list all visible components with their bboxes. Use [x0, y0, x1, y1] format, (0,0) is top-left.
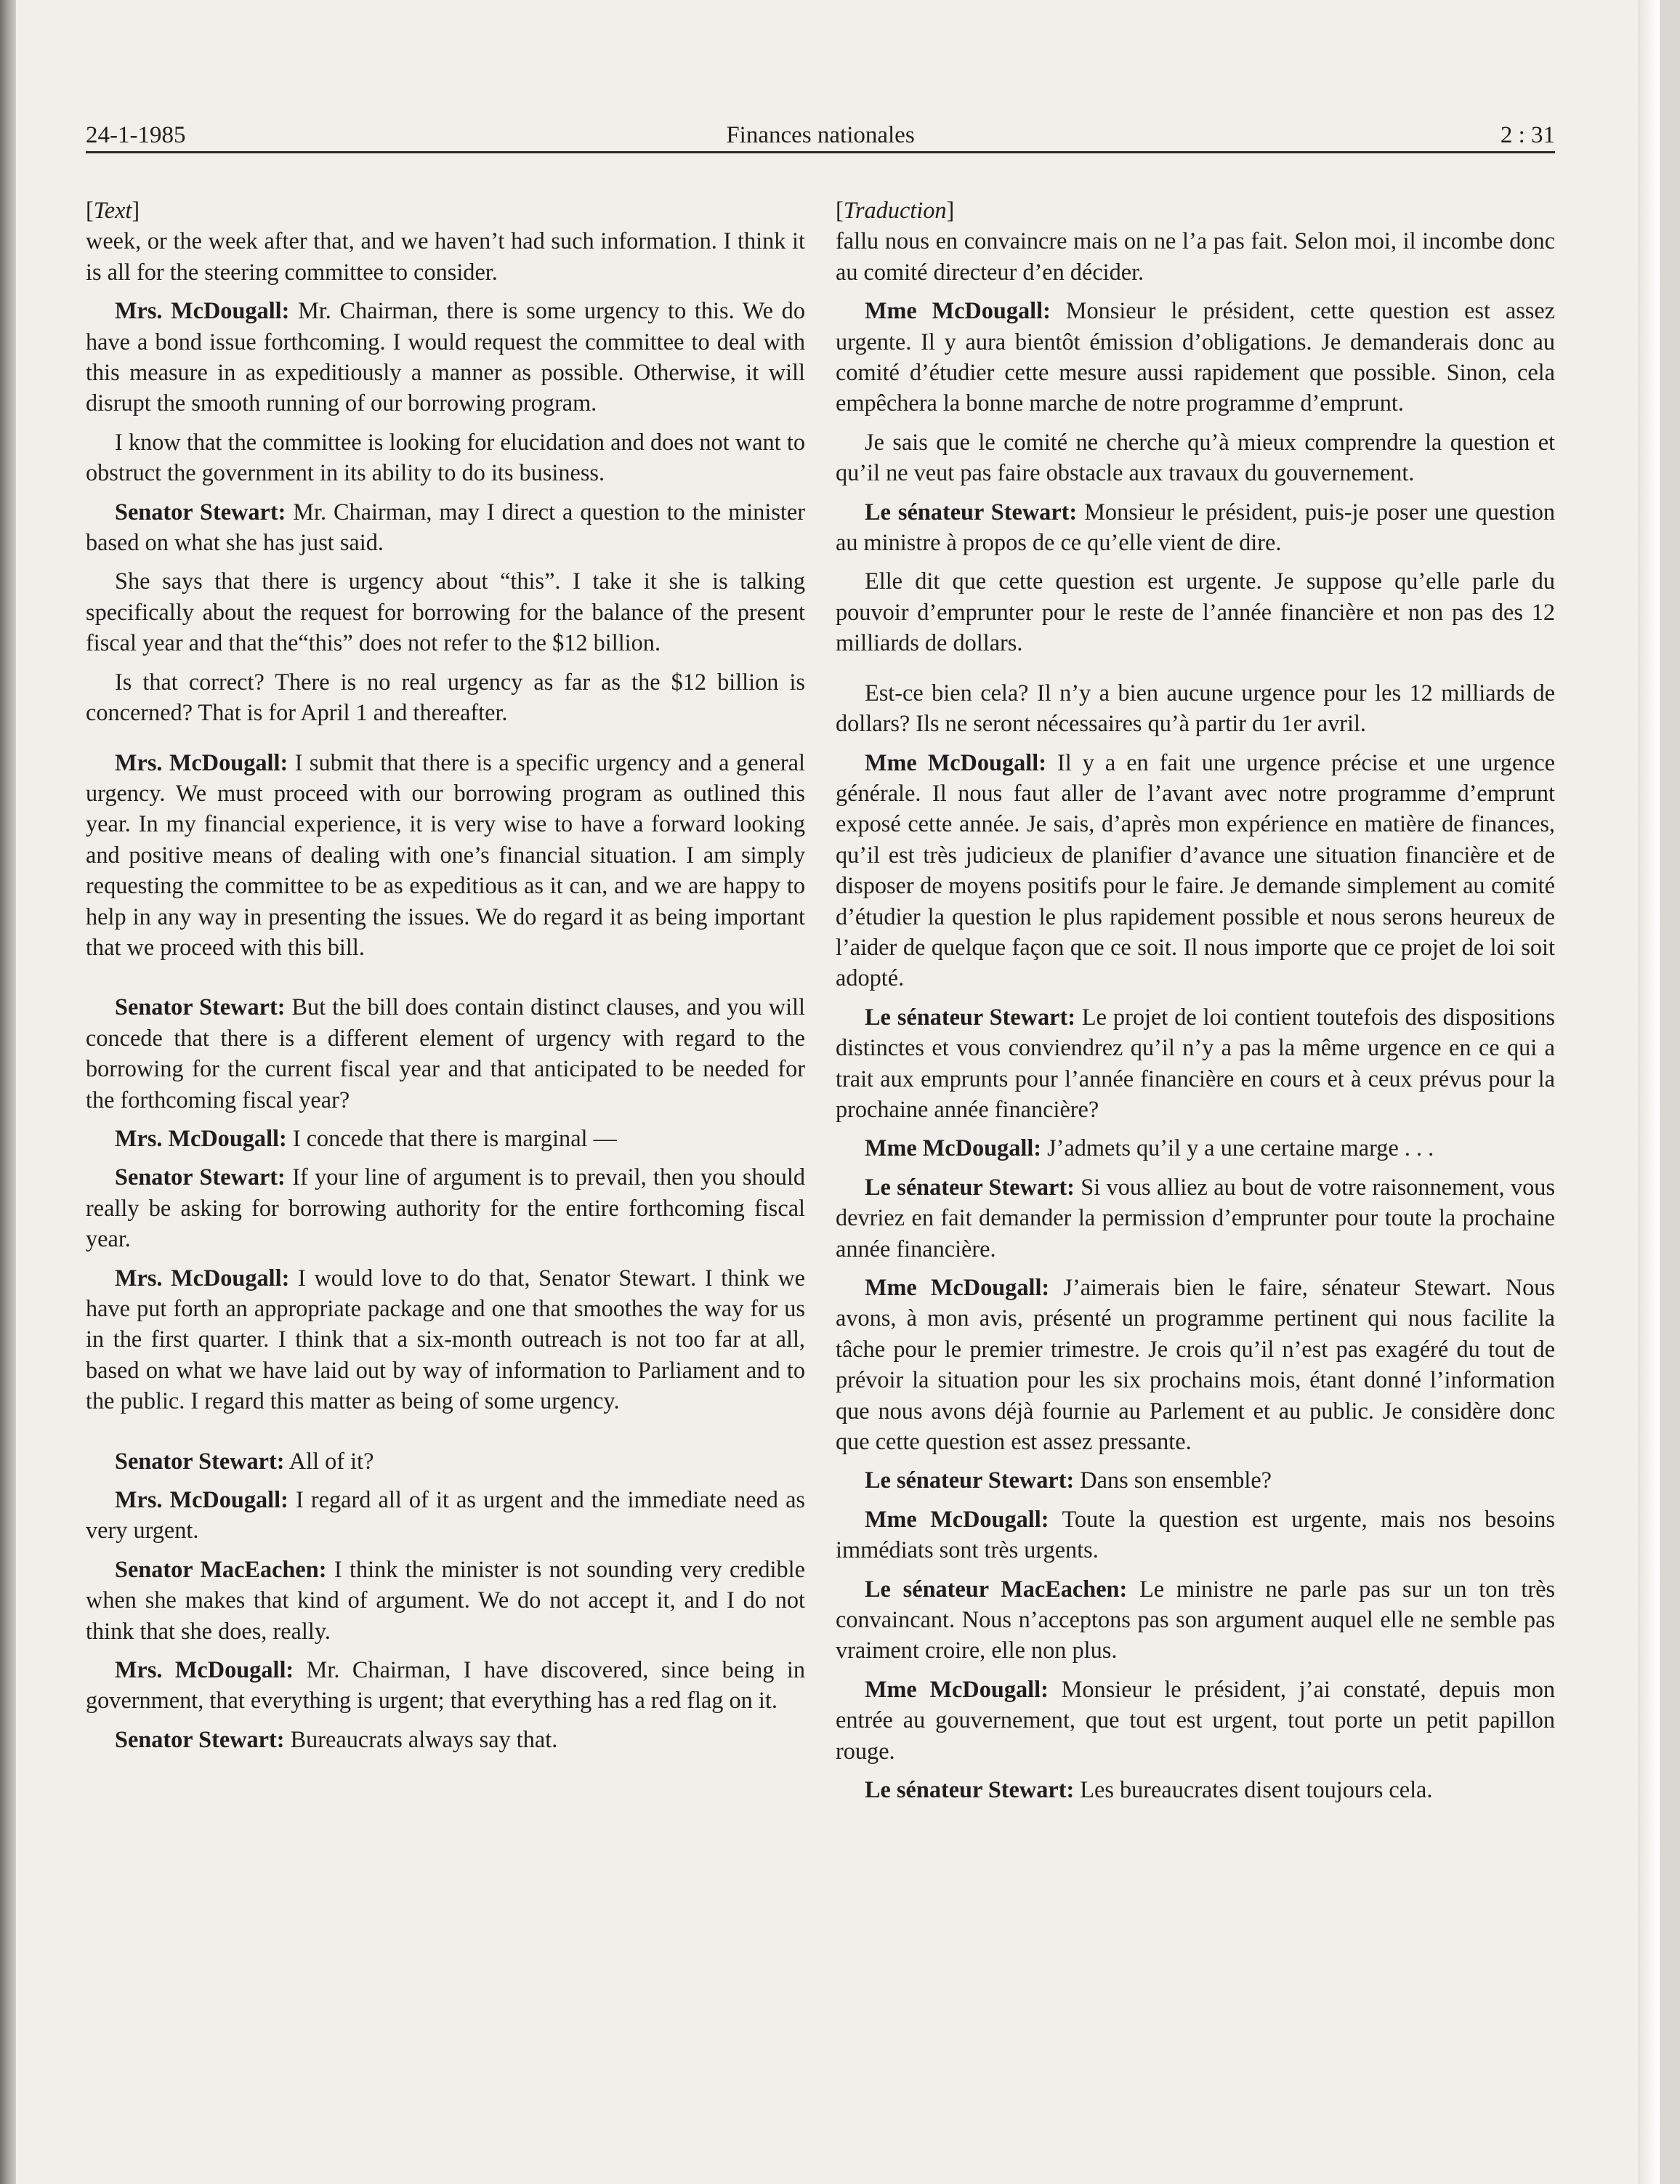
paragraph: Mme McDougall: J’aimerais bien le faire, sénateur Stewart. Nous avons, à mon avis, présenté un programme pertinent qui nous facilite la tâche pour le premier trimestre. Je crois qu’il n’est pas exagéré du tout de prévoir la situation pour les six prochains mois, étant donné l’information que nous avons déjà fournie au Parlement et au public. Je considère donc que cette question est assez pressante. [836, 1274, 1556, 1455]
paragraph: Mrs. McDougall: I regard all of it as urgent and the immediate need as very urgent. [86, 1486, 805, 1544]
paragraph: Mrs. McDougall: Mr. Chairman, there is some urgency to this. We do have a bond issue forthcoming. I would request the committee to deal with this measure in as expeditiously a manner as possible. Otherwise, it will disrupt the smooth running of our borrowing program. [86, 297, 805, 416]
speaker-name: Le sénateur Stewart: [865, 1467, 1075, 1494]
paragraph: Senator Stewart: If your line of argument is to prevail, then you should really be asking for borrowing authority for the entire forthcoming fiscal year. [86, 1164, 805, 1252]
paragraph: Senator Stewart: Mr. Chairman, may I direct a question to the minister based on what she has just said. [86, 498, 805, 556]
paragraph: Le sénateur Stewart: Si vous alliez au bout de votre raisonnement, vous devriez en fait demander la permission d’emprunter pour toute la prochaine année financière. [836, 1173, 1555, 1262]
paragraph: Mme McDougall: Il y a en fait une urgence précise et une urgence générale. Il nous faut aller de l’avant avec notre programme d’emprunt exposé cette année. Je sais, d’après mon expérience en matière de finances, qu’il est très judicieux de planifier d’avance une situation financière et de disposer de moyens positifs pour le faire. Je demande simplement au comité d’étudier la question le plus rapidement possible et nous serons heureux de l’aider de quelque façon que ce soit. Il nous importe que ce projet de loi soit adopté. [836, 749, 1556, 991]
paragraph: Mrs. McDougall: I would love to do that, Senator Stewart. I think we have put forth an appropriate package and one that smoothes the way for us in the first quarter. I think that a six-month outreach is not too far at all, based on what we have laid out by way of information to Parliament and to the public. I regard this matter as being of some urgency. [86, 1264, 805, 1414]
speaker-name: Senator Stewart: [115, 1164, 286, 1190]
header-page-number: 2 : 31 [1500, 122, 1555, 148]
speaker-name: Mrs. McDougall: [115, 1486, 288, 1513]
header-date: 24-1-1985 [86, 122, 186, 148]
speaker-name: Le sénateur Stewart: [865, 1173, 1075, 1200]
paragraph: Mme McDougall: Monsieur le président, j’ai constaté, depuis mon entrée au gouvernement, que tout est urgent, tout porte un petit papillon rouge. [836, 1675, 1556, 1764]
page-edge [1639, 0, 1660, 2184]
paragraph: Le sénateur Stewart: Les bureaucrates disent toujours cela. [865, 1776, 1433, 1803]
speaker-name: Senator Stewart: [115, 1725, 285, 1752]
book-binding-shadow [0, 0, 16, 2184]
speaker-name: Le sénateur Stewart: [865, 1776, 1075, 1803]
paragraph: Est-ce bien cela? Il n’y a bien aucune urgence pour les 12 milliards de dollars? Ils ne seront nécessaires qu’à partir du 1er avril. [836, 679, 1555, 737]
speaker-name: Senator Stewart: [115, 994, 286, 1020]
paragraph: Mme McDougall: Toute la question est urgente, mais nos besoins immédiats sont très urgents. [836, 1505, 1556, 1563]
speaker-name: Le sénateur Stewart: [865, 498, 1078, 525]
speaker-name: Mme McDougall: [865, 1675, 1049, 1702]
paragraph: Mrs. McDougall: I concede that there is marginal — [115, 1124, 617, 1151]
english-column [86, 195, 805, 1762]
speaker-name: Le sénateur MacEachen: [865, 1575, 1128, 1602]
speaker-name: Mme McDougall: [865, 1505, 1049, 1532]
speaker-name: Mme McDougall: [865, 1274, 1050, 1300]
paragraph: I know that the committee is looking for elucidation and does not want to obstruct the government in its ability to do its business. [86, 428, 805, 486]
speaker-name: Senator Stewart: [115, 498, 286, 525]
speaker-name: Mme McDougall: [865, 297, 1051, 324]
paragraph: Is that correct? There is no real urgency as far as the $12 billion is concerned? That is for April 1 and thereafter. [86, 668, 805, 726]
speaker-name: Le sénateur Stewart: [865, 1003, 1075, 1030]
paragraph: fallu nous en convaincre mais on ne l’a pas fait. Selon moi, il incombe donc au comité directeur d’en décider. [836, 227, 1555, 285]
paragraph: week, or the week after that, and we haven’t had such information. I think it is all for the steering committee to consider. [86, 227, 805, 285]
paragraph: Le sénateur Stewart: Monsieur le président, puis-je poser une question au ministre à propos de ce qu’elle vient de dire. [836, 498, 1556, 556]
speaker-name: Mrs. McDougall: [115, 749, 288, 775]
speaker-name: Mme McDougall: [865, 1135, 1042, 1161]
paragraph: Mme McDougall: Monsieur le président, cette question est assez urgente. Il y aura bientôt émission d’obligations. Je demanderais donc au comité d’étudier cette mesure aussi rapidement que possible. Sinon, cela empêchera la bonne marche de notre programme d’emprunt. [836, 297, 1556, 416]
speaker-name: Mrs. McDougall: [115, 1124, 287, 1151]
paragraph: Le sénateur Stewart: Le projet de loi contient toutefois des dispositions distinctes et vous conviendrez qu’il n’y a pas la même urgence en ce qui a trait aux emprunts pour l’année financière en cours et à ceux prévus pour la prochaine année financière? [836, 1003, 1555, 1122]
column-label: [Text] [86, 197, 140, 223]
speaker-name: Mrs. McDougall: [115, 1264, 290, 1291]
paragraph: Mrs. McDougall: I submit that there is a specific urgency and a general urgency. We must proceed with our borrowing program as outlined this year. In my financial experience, it is very wise to have a forward looking and positive means of dealing with one’s financial situation. I am simply requesting the committee to be as expeditious as it can, and we are happy to help in any way in presenting the issues. We do regard it as being important that we proceed with this bill. [86, 749, 805, 960]
french-column [836, 195, 1555, 1813]
paragraph: Senator Stewart: But the bill does contain distinct clauses, and you will concede that there is a different element of urgency with regard to the borrowing for the current fiscal year and that anticipated to be needed for the forthcoming fiscal year? [86, 994, 805, 1113]
paragraph: Je sais que le comité ne cherche qu’à mieux comprendre la question et qu’il ne veut pas faire obstacle aux travaux du gouvernement. [836, 428, 1555, 486]
speaker-name: Mme McDougall: [865, 749, 1046, 775]
paragraph: Senator Stewart: Bureaucrats always say that. [115, 1725, 558, 1752]
speaker-name: Senator Stewart: [115, 1447, 285, 1474]
speaker-name: Mrs. McDougall: [115, 297, 290, 324]
paragraph: Mrs. McDougall: Mr. Chairman, I have discovered, since being in government, that everything is urgent; that everything has a red flag on it. [86, 1656, 806, 1714]
paragraph: Mme McDougall: J’admets qu’il y a une certaine marge . . . [865, 1135, 1434, 1161]
paragraph: Senator MacEachen: I think the minister is not sounding very credible when she makes that kind of argument. We do not accept it, and I do not think that she does, really. [86, 1555, 805, 1644]
paragraph: Elle dit que cette question est urgente. Je suppose qu’elle parle du pouvoir d’emprunter pour le reste de l’année financière et non pas des 12 milliards de dollars. [836, 568, 1555, 656]
running-header [86, 116, 1555, 153]
paragraph: She says that there is urgency about “this”. I take it she is talking specifically about the request for borrowing for the balance of the present fiscal year and that the“this” does not refer to the $12 billion. [86, 568, 805, 656]
speaker-name: Senator MacEachen: [115, 1555, 327, 1582]
column-label: [Traduction] [836, 197, 955, 223]
header-title: Finances nationales [726, 122, 915, 148]
paragraph: Le sénateur MacEachen: Le ministre ne parle pas sur un ton très convaincant. Nous n’acceptons pas son argument auquel elle ne semble pas vraiment croire, elle non plus. [836, 1575, 1555, 1664]
speaker-name: Mrs. McDougall: [115, 1656, 294, 1683]
paragraph: Senator Stewart: All of it? [115, 1447, 374, 1474]
paragraph: Le sénateur Stewart: Dans son ensemble? [865, 1467, 1272, 1494]
